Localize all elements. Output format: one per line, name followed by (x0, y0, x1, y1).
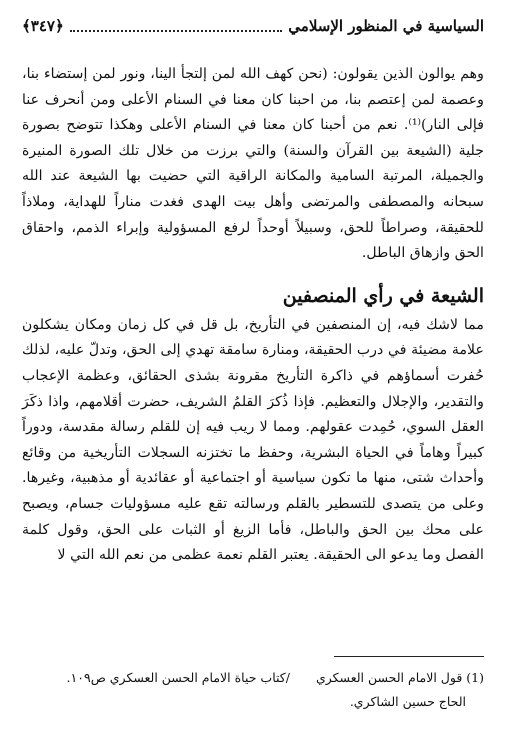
footnote-reference: (1) قول الامام الحسن العسكري (315, 670, 484, 685)
section-heading: الشيعة في رأي المنصفين (282, 284, 484, 307)
header-dotted-leader (70, 30, 283, 32)
page-number: ﴿٣٤٧﴾ (22, 17, 64, 35)
book-page (22, 14, 484, 714)
running-header (22, 14, 484, 38)
main-text (22, 62, 484, 569)
footnote-source: /كتاب حياة الامام الحسن العسكري ص١٠٩. (66, 670, 290, 685)
running-header-title: السياسية في المنظور الإسلامي (288, 17, 484, 35)
footnote-line (22, 666, 484, 690)
footnote-separator (334, 656, 484, 657)
footnote-author: الحاج حسين الشاكري. (349, 694, 466, 709)
footnotes (22, 666, 484, 714)
paragraph: وهم يوالون الذين يقولون: (نحن كهف الله لمن إلتجأ الينا، ونور لمن إستضاء بنا، وعصمة لمن إعتصم بنا، من احبنا كان معنا في السنام الأعلى ومن أنحرف عنا فإلى النار)⁽¹⁾. نعم من أحبنا كان معنا في السنام الأعلى وهكذا تتوضح بصورة جلية (الشيعة بين القرآن والسنة) والتي برزت من خلال تلك الصورة المنيرة والجميلة، المرتبة السامية والمكانة الراقية التي حضيت بها الشيعة عند الله سبحانه والمصطفى والمرتضى وأهل بيت الهدى فغدت مناراً للهداية، وملاذاً للحقيقة، وصراطاً للحق، وسبيلاً أوحداً لرفع المسؤولية وإبراء الذمم، واحقاق الحق وازهاق الباطل. (22, 66, 484, 262)
paragraph: مما لاشك فيه، إن المنصفين في التأريخ، بل قل في كل زمان ومكان يشكلون علامة مضيئة في درب الحقيقة، ومنارة سامقة تهدي إلى الحق، وتدلّ عليه، لذلك حُفرت أسماؤهم في ذاكرة التأريخ مقرونة بشذى الحقائق، وعظمة الإعجاب والتقدير، والإجلال والتعظيم. فإذا ذُكرَ القلمُ الشريف، حضرت أقلامهم، واذا ذكَرَ العقل السوي، حُمِدت عقولهم. ومما لا ريب فيه إن للقلم رسالة مقدسة، ودوراً كبيراً وهاماً في الحياة البشرية، وحفظ ما تختزنه السجلات التأريخية من وقائع وأحداث شتى، منها ما تكون سياسية أو اجتماعية أو عقائدية أو مذهبية، وغيرها. وعلى من يتصدى للتسطير بالقلم ورسالته تقع عليه مسؤوليات جسام، ويصبح على محك بين الحق والباطل، فأما الزيغ أو الثبات على الحق، وقول كلمة الفصل وما يدعو الى الحقيقة. يعتبر القلم نعمة عظمى من نعم الله التي لا (22, 316, 484, 564)
